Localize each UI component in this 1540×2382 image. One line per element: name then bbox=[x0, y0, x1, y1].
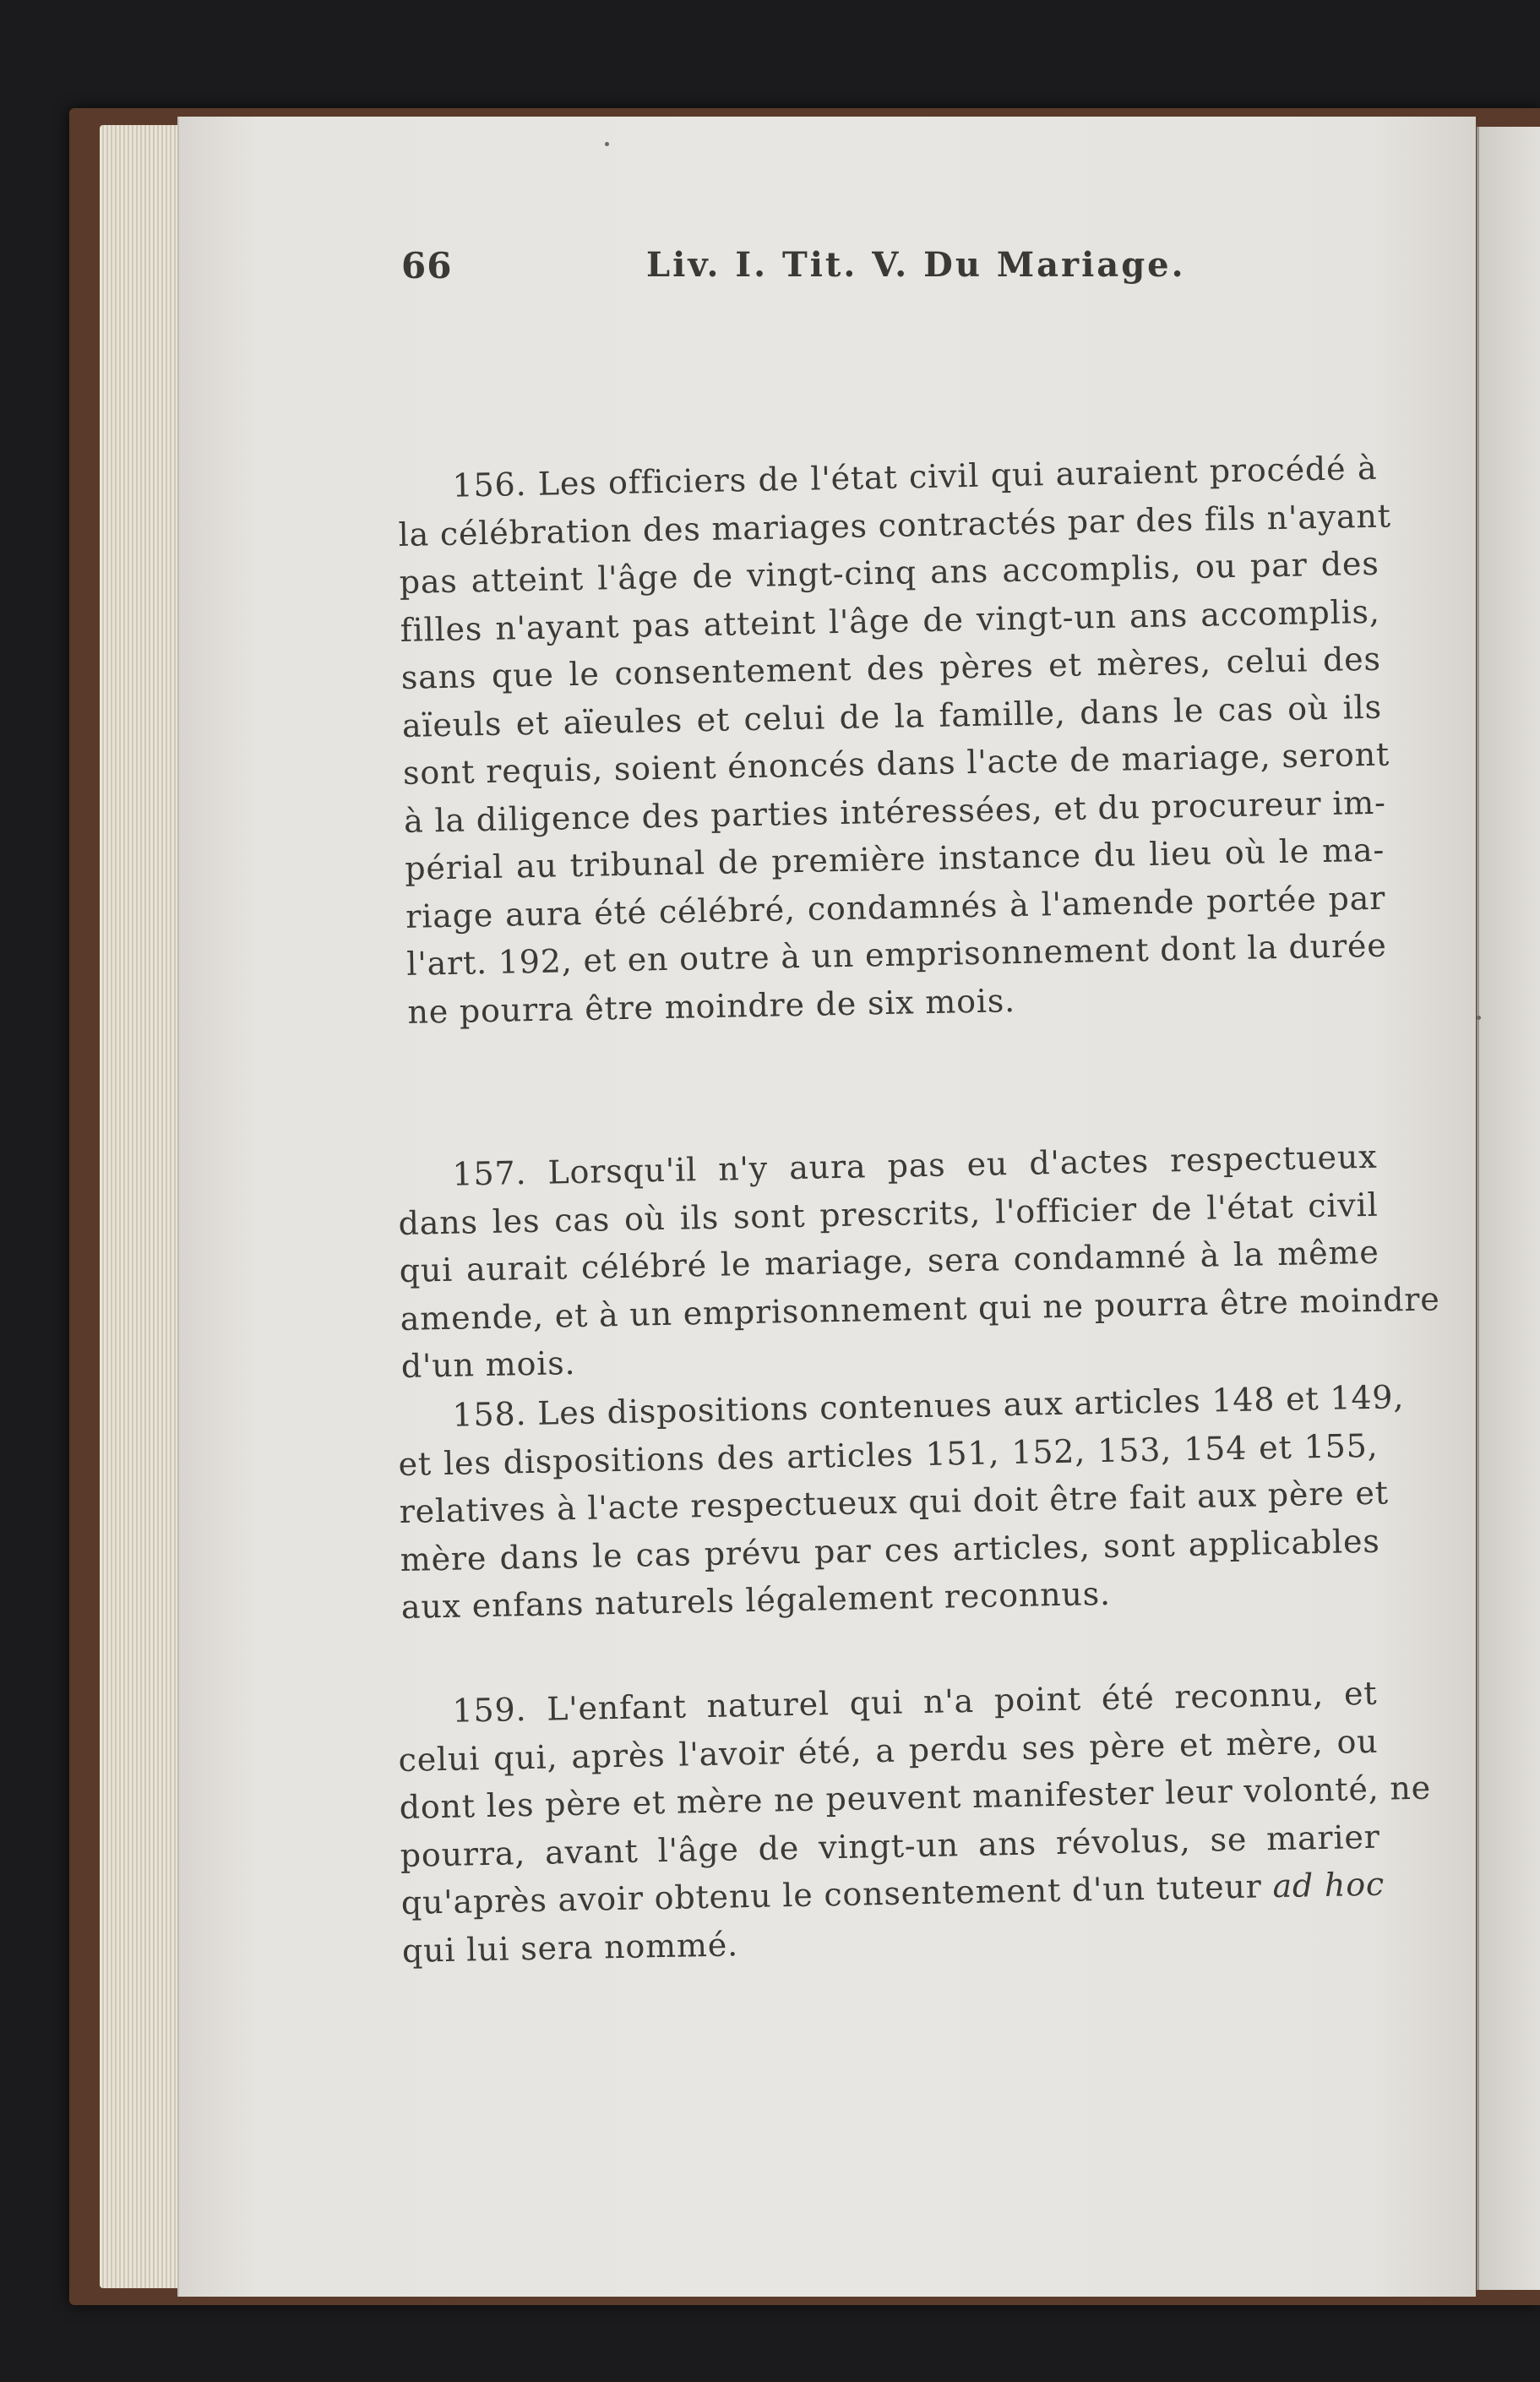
article-158 bbox=[397, 1374, 1405, 1632]
article-line: ne pourra être moindre de six mois. bbox=[407, 981, 1016, 1031]
article-line: la célébration des mariages contractés par des fils n'ayant bbox=[398, 496, 1392, 553]
article-line: sont requis, soient énoncés dans l'acte de mariage, seront bbox=[402, 735, 1390, 792]
article-156 bbox=[397, 444, 1392, 1036]
article-line: 156. Les officiers de l'état civil qui auraient procédé à bbox=[452, 449, 1378, 504]
article-line: filles n'ayant pas atteint l'âge de vingt-un ans accomplis, bbox=[400, 592, 1381, 649]
article-line: 159. L'enfant naturel qui n'a point été reconnu, et bbox=[452, 1674, 1378, 1730]
article-159 bbox=[397, 1670, 1432, 1975]
article-line: d'un mois. bbox=[400, 1344, 576, 1385]
article-line: mère dans le cas prévu par ces articles, sont applicables bbox=[400, 1522, 1381, 1578]
paper-speck bbox=[1477, 1016, 1481, 1020]
article-line: pourra, avant l'âge de vingt-un ans révolus, se marier bbox=[400, 1818, 1381, 1874]
article-line: 158. Les dispositions contenues aux articles 148 et 149, bbox=[452, 1378, 1405, 1434]
article-line: amende, et à un emprisonnement qui ne pourra être moindre bbox=[400, 1279, 1440, 1338]
article-line: aïeuls et aïeules et celui de la famille, dans le cas où ils bbox=[401, 688, 1383, 744]
article-line: périal au tribunal de première instance du lieu où le ma- bbox=[404, 831, 1385, 887]
article-line: riage aura été célébré, condamnés à l'amende portée par bbox=[405, 879, 1386, 935]
article-line: dans les cas où ils sont prescrits, l'officier de l'état civil bbox=[398, 1186, 1379, 1242]
italic-phrase: ad hoc bbox=[1272, 1865, 1385, 1905]
facing-page-edge bbox=[1477, 127, 1540, 2290]
article-line: 157. Lorsqu'il n'y aura pas eu d'actes respectueux bbox=[452, 1137, 1378, 1193]
article-line: pas atteint l'âge de vingt-cinq ans accomplis, ou par des bbox=[399, 544, 1379, 601]
article-line: celui qui, après l'avoir été, a perdu ses père et mère, ou bbox=[398, 1722, 1379, 1779]
page-number: 66 bbox=[401, 245, 453, 286]
article-line: dont les père et mère ne peuvent manifester leur volonté, ne bbox=[399, 1769, 1432, 1826]
article-line: l'art. 192, et en outre à un emprisonnement dont la durée bbox=[405, 926, 1387, 983]
article-line: aux enfans naturels légalement reconnus. bbox=[400, 1574, 1112, 1626]
article-line-text: qu'après avoir obtenu le consentement d'un tuteur bbox=[400, 1867, 1263, 1921]
paper-speck bbox=[605, 142, 609, 146]
article-line: relatives à l'acte respectueux qui doit être fait aux père et bbox=[399, 1474, 1390, 1530]
article-line: et les dispositions des articles 151, 152, 153, 154 et 155, bbox=[398, 1426, 1379, 1483]
article-line: qui lui sera nommé. bbox=[401, 1925, 739, 1970]
article-line: qui aurait célébré le mariage, sera condamné à la même bbox=[399, 1233, 1379, 1289]
running-title: Liv. I. Tit. V. Du Mariage. bbox=[646, 245, 1186, 285]
article-line: sans que le consentement des pères et mères, celui des bbox=[400, 640, 1382, 696]
article-line: à la diligence des parties intéressées, et du procureur im- bbox=[403, 783, 1387, 840]
article-157 bbox=[397, 1133, 1440, 1391]
page-header bbox=[401, 245, 1186, 296]
